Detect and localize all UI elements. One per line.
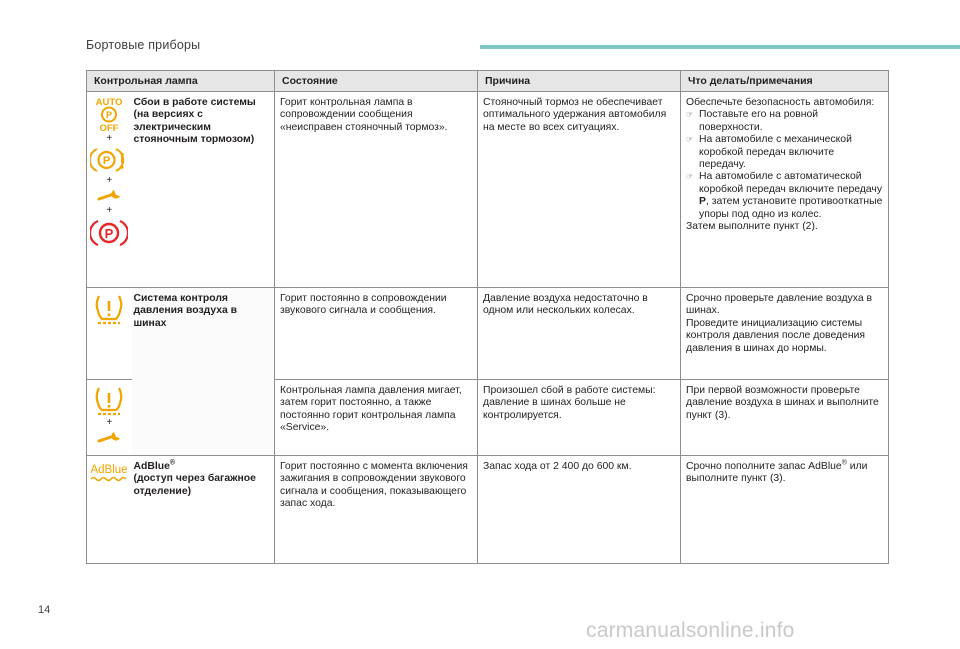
page-number: 14 bbox=[38, 604, 51, 616]
plus-sign: + bbox=[106, 133, 113, 144]
gear-p-label: P bbox=[699, 196, 706, 208]
lamp-name: Сбои в работе системы (на версиях с электрическим стояночным тормозом) bbox=[132, 92, 275, 288]
adblue-icon bbox=[87, 460, 131, 484]
action-cell: При первой возможности проверьте давление воздуха в шинах и выполните пункт (3). bbox=[681, 380, 889, 456]
cause-cell: Запас хода от 2 400 до 600 км. bbox=[478, 456, 681, 564]
state-cell: Контрольная лампа давления мигает, затем горит постоянно, а также постоянно горит контрольная лампа «Service». bbox=[275, 380, 478, 456]
action-list bbox=[686, 109, 883, 221]
action-outro: Затем выполните пункт (2). bbox=[686, 221, 818, 233]
svg-text:OFF: OFF bbox=[99, 123, 119, 132]
arrow-bullet-icon: ☞ bbox=[686, 135, 694, 145]
arrow-bullet-icon: ☞ bbox=[686, 172, 694, 182]
header-accent-bar bbox=[480, 45, 960, 49]
list-item: ☞ На автомобиле с механической коробкой передач включите передачу. bbox=[686, 134, 852, 171]
parking-brake-fault-icon bbox=[90, 146, 128, 174]
lamp-icon-cell bbox=[87, 92, 132, 288]
wrench-service-icon bbox=[94, 430, 124, 446]
auto-parking-off-icon bbox=[92, 96, 126, 132]
column-header-state: Состояние bbox=[275, 71, 478, 92]
tyre-pressure-icon bbox=[90, 292, 128, 326]
plus-sign: + bbox=[106, 417, 113, 428]
plus-sign: + bbox=[106, 205, 113, 216]
list-item: ☞ На автомобиле с автоматической коробкой передач включите передачу P, затем установите противооткатные упоры под одно из колес. bbox=[686, 171, 883, 220]
lamp-icon-cell bbox=[87, 288, 132, 380]
svg-text:P: P bbox=[106, 110, 113, 120]
lamp-icon-cell bbox=[87, 380, 132, 456]
wrench-service-icon bbox=[94, 188, 124, 204]
svg-text:AdBlue: AdBlue bbox=[90, 464, 128, 476]
table-header-row bbox=[87, 71, 889, 92]
column-header-cause: Причина bbox=[478, 71, 681, 92]
cause-cell: Стояночный тормоз не обеспечивает оптимального удержания автомобиля на месте во всех ситуациях. bbox=[478, 92, 681, 288]
table-row bbox=[87, 456, 889, 564]
state-cell: Горит постоянно в сопровождении звукового сигнала и сообщения. bbox=[275, 288, 478, 380]
state-cell: Горит постоянно с момента включения зажигания в сопровождении звукового сигнала и сообщения, показывающего запас хода. bbox=[275, 456, 478, 564]
warning-lamps-table bbox=[86, 70, 889, 564]
section-title: Бортовые приборы bbox=[86, 38, 201, 52]
lamp-name: AdBlue® (доступ через багажное отделение) bbox=[132, 456, 275, 564]
lamp-name: Система контроля давления воздуха в шинах bbox=[132, 288, 275, 456]
plus-sign: + bbox=[106, 175, 113, 186]
action-cell: Срочно пополните запас AdBlue® или выполните пункт (3). bbox=[681, 456, 889, 564]
action-cell bbox=[681, 92, 889, 288]
svg-text:P: P bbox=[103, 155, 111, 167]
table-row bbox=[87, 92, 889, 288]
lamp-icon-cell bbox=[87, 456, 132, 564]
column-header-action: Что делать/примечания bbox=[681, 71, 889, 92]
table-row bbox=[87, 288, 889, 380]
parking-brake-red-icon bbox=[90, 218, 128, 248]
state-cell: Горит контрольная лампа в сопровождении сообщения «неисправен стояночный тормоз». bbox=[275, 92, 478, 288]
cause-cell: Произошел сбой в работе системы: давление в шинах больше не контролируется. bbox=[478, 380, 681, 456]
svg-text:P: P bbox=[104, 226, 114, 241]
cause-cell: Давление воздуха недостаточно в одном или нескольких колесах. bbox=[478, 288, 681, 380]
svg-text:AUTO: AUTO bbox=[95, 97, 123, 108]
list-item: ☞ Поставьте его на ровной поверхности. bbox=[686, 109, 819, 133]
watermark-text: carmanualsonline.info bbox=[586, 619, 795, 642]
tyre-pressure-icon bbox=[90, 384, 128, 416]
action-cell: Срочно проверьте давление воздуха в шинах. Проведите инициализацию системы контроля давления после доведения давления в шинах до нормы. bbox=[681, 288, 889, 380]
action-intro: Обеспечьте безопасность автомобиля: bbox=[686, 97, 875, 108]
column-header-lamp: Контрольная лампа bbox=[87, 71, 275, 92]
arrow-bullet-icon: ☞ bbox=[686, 110, 694, 120]
